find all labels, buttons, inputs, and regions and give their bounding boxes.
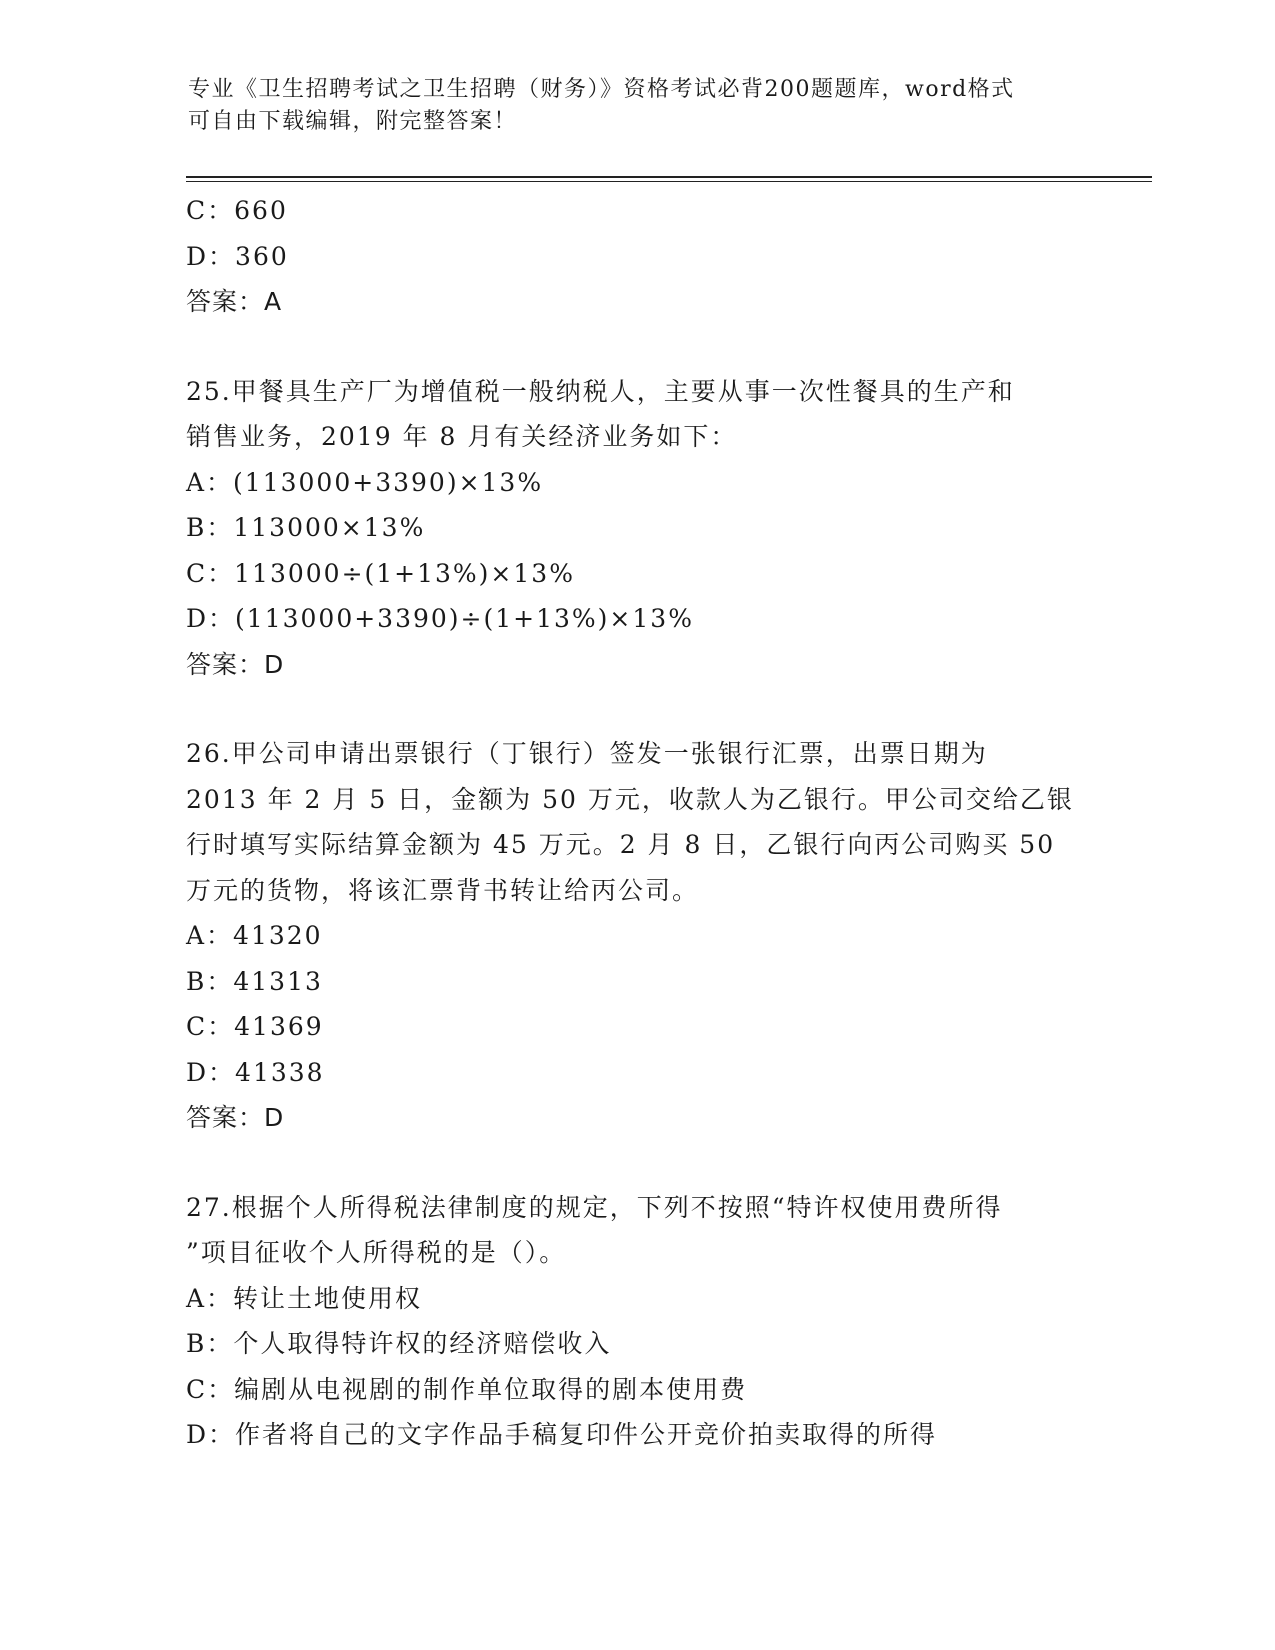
document-body (186, 188, 1086, 1458)
header-rule-thick (186, 176, 1152, 178)
document-header (188, 74, 1068, 138)
answer-line: 答案：A (186, 287, 283, 316)
option-b: B：41313 (186, 966, 323, 996)
answer-line: 答案：D (186, 1103, 285, 1132)
option-d: D：(113000+3390)÷(1+13%)×13% (186, 604, 694, 633)
option-c: C：编剧从电视剧的制作单位取得的剧本使用费 (186, 1374, 748, 1404)
option-d: D：360 (186, 241, 289, 271)
option-c: C：41369 (186, 1012, 324, 1041)
question-stem-line: 销售业务，2019 年 8 月有关经济业务如下： (186, 422, 738, 451)
question-stem-line: ”项目征收个人所得税的是（）。 (186, 1238, 567, 1267)
question-stem-line: 25.甲餐具生产厂为增值税一般纳税人，主要从事一次性餐具的生产和 (186, 376, 1015, 406)
spacer (186, 1141, 1086, 1185)
question-26 (186, 731, 1086, 1141)
option-a: A：41320 (186, 921, 323, 950)
option-d: D：41338 (186, 1057, 325, 1087)
option-c: C：660 (186, 196, 288, 225)
option-a: A：转让土地使用权 (186, 1283, 423, 1313)
question-stem-line: 2013 年 2 月 5 日，金额为 50 万元，收款人为乙银行。甲公司交给乙银 (186, 784, 1074, 814)
option-a: A：(113000+3390)×13% (186, 467, 544, 497)
option-d: D：作者将自己的文字作品手稿复印件公开竞价拍卖取得的所得 (186, 1420, 938, 1449)
question-25 (186, 369, 1086, 688)
header-rule-thin (186, 181, 1152, 182)
option-b: B：113000×13% (186, 513, 426, 542)
question-27 (186, 1185, 1086, 1458)
question-stem-line: 27.根据个人所得税法律制度的规定，下列不按照“特许权使用费所得 (186, 1192, 1003, 1222)
question-24-tail (186, 188, 1086, 325)
option-c: C：113000÷(1+13%)×13% (186, 558, 575, 588)
question-stem-line: 26.甲公司申请出票银行（丁银行）签发一张银行汇票，出票日期为 (186, 739, 988, 768)
option-b: B：个人取得特许权的经济赔偿收入 (186, 1329, 612, 1358)
header-title-line-1: 专业《卫生招聘考试之卫生招聘（财务）》资格考试必背200题题库，word格式 (188, 77, 1015, 102)
spacer (186, 325, 1086, 369)
answer-line: 答案：D (186, 649, 285, 679)
question-stem-line: 行时填写实际结算金额为 45 万元。2 月 8 日，乙银行向丙公司购买 50 (186, 830, 1056, 859)
header-title-line-2: 可自由下载编辑，附完整答案！ (188, 109, 518, 134)
spacer (186, 687, 1086, 731)
question-stem-line: 万元的货物，将该汇票背书转让给丙公司。 (186, 875, 700, 905)
